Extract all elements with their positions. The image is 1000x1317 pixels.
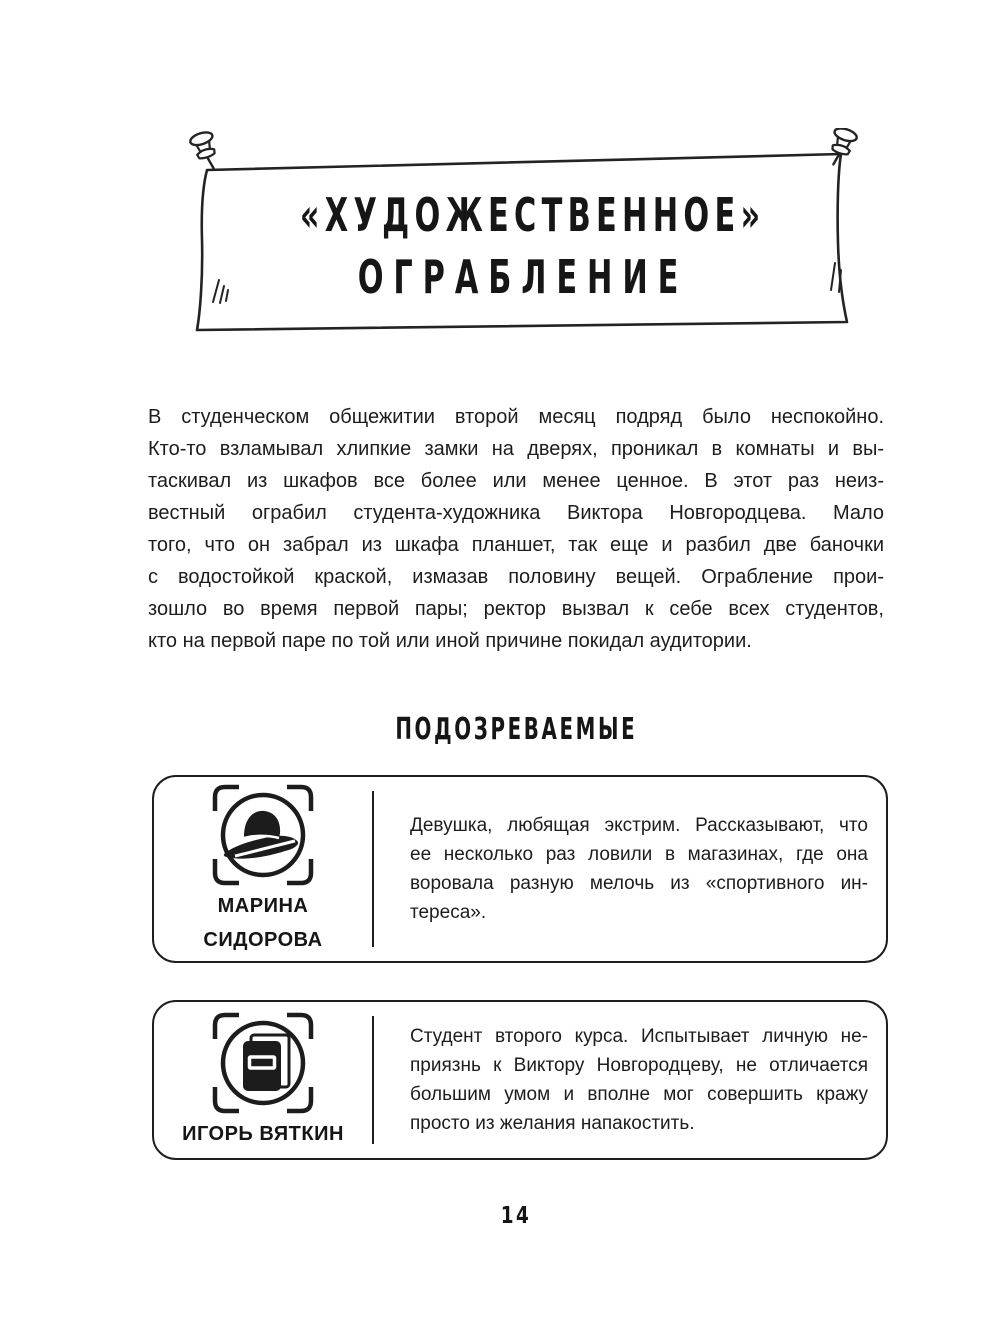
pushpin-icon	[189, 130, 222, 173]
book-icon	[211, 1011, 315, 1115]
suspect-description	[374, 1002, 886, 1158]
intro-line: зошло во время первой пары; ректор вызвал к себе всех студентов,	[148, 598, 884, 620]
chapter-banner	[185, 128, 861, 340]
intro-line: кто на первой паре по той или иной причине покидал аудитории.	[148, 630, 752, 652]
suspect-description-line: просто из желания напакостить.	[410, 1113, 695, 1134]
page-number	[148, 1203, 884, 1229]
intro-line: Кто-то взламывал хлипкие замки на дверях, проникал в комнаты и вы-	[148, 438, 884, 460]
suspect-description-line: воровала разную мелочь из «спортивного ин-	[410, 873, 868, 894]
page-number-value: 14	[500, 1203, 532, 1229]
intro-paragraph	[148, 401, 884, 657]
suspects-heading	[148, 712, 884, 747]
book-glyph	[243, 1035, 289, 1091]
suspect-description-line: большим умом и вполне мог совершить кражу	[410, 1084, 868, 1105]
suspect-name-line: ИГОРЬ ВЯТКИН	[182, 1123, 344, 1145]
suspect-description-line: приязнь к Виктору Новгородцеву, не отличается	[410, 1055, 868, 1076]
suspect-description-line: тереса».	[410, 902, 487, 923]
suspect-name-line: МАРИНА	[217, 895, 309, 917]
suspect-identity	[154, 777, 372, 961]
chapter-title-line: «ХУДОЖЕСТВЕННОЕ»	[299, 188, 766, 242]
suspect-card	[152, 1000, 888, 1160]
suspect-identity	[154, 1002, 372, 1158]
intro-line: с водостойкой краской, измазав половину вещей. Ограбление прои-	[148, 566, 884, 588]
hat-glyph	[224, 811, 298, 859]
suspect-name-line: СИДОРОВА	[203, 929, 323, 951]
chapter-title-line: ОГРАБЛЕНИЕ	[357, 250, 689, 304]
intro-line: таскивал из шкафов все более или менее ценное. В этот раз неиз-	[148, 470, 884, 492]
intro-line: того, что он забрал из шкафа планшет, так еще и разбил две баночки	[148, 534, 884, 556]
intro-line: вестный ограбил студента-художника Виктора Новгородцева. Мало	[148, 502, 884, 524]
hat-icon	[211, 783, 315, 887]
suspects-heading-label: ПОДОЗРЕВАЕМЫЕ	[395, 712, 637, 747]
suspect-description	[374, 777, 886, 961]
suspect-description-line: ее несколько раз ловили в магазинах, где она	[410, 844, 868, 865]
intro-line: В студенческом общежитии второй месяц подряд было неспокойно.	[148, 406, 884, 428]
suspect-description-line: Студент второго курса. Испытывает личную не-	[410, 1026, 868, 1047]
suspect-description-line: Девушка, любящая экстрим. Рассказывают, что	[410, 815, 868, 836]
suspect-card	[152, 775, 888, 963]
